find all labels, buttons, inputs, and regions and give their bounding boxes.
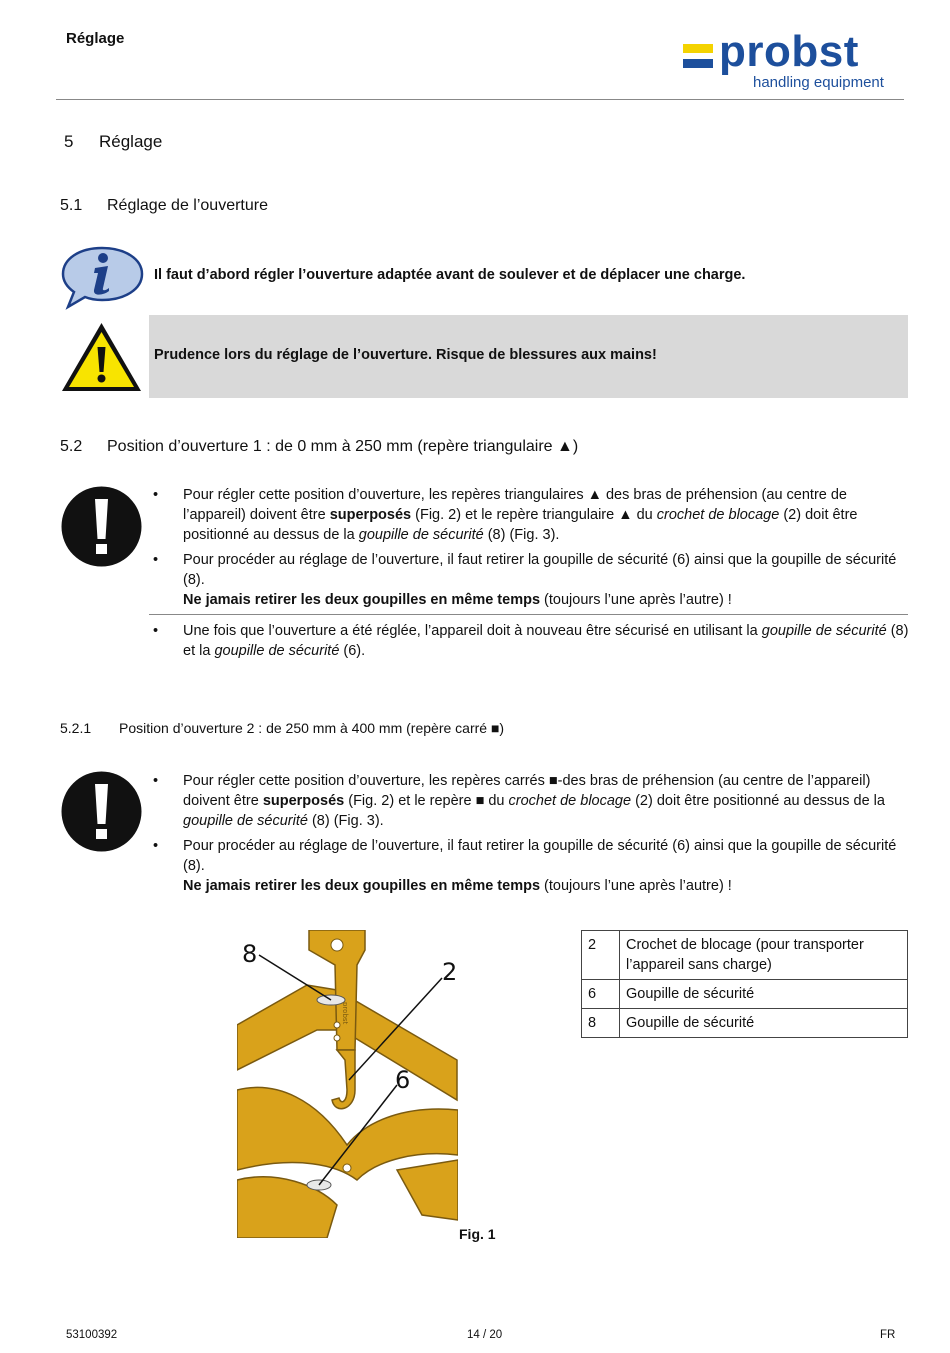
list-divider — [149, 614, 908, 615]
bullet: • — [153, 773, 159, 789]
warning-note: Prudence lors du réglage de l’ouverture. Risque de blessures aux mains! — [154, 347, 657, 363]
footer-language: FR — [880, 1329, 896, 1341]
legend-text: Goupille de sécurité — [620, 1009, 908, 1038]
text-italic: goupille de sécurité — [183, 813, 308, 829]
section-title: Position d’ouverture 2 : de 250 mm à 400 mm (repère carré ■) — [119, 720, 505, 736]
exclamation-icon — [61, 771, 142, 852]
list-item — [149, 771, 909, 831]
logo-yellow-bar — [683, 44, 713, 53]
text-run: Pour procéder au réglage de l’ouverture, il faut retirer la goupille de sécurité (6) ainsi que la goupille de sécurité (8). — [183, 552, 897, 588]
instruction-list-1 — [149, 485, 909, 615]
section-5-heading — [64, 132, 162, 152]
text-run: Pour régler cette position d’ouverture, les repères carrés ■-des bras de préhension (au centre de l’appareil) doivent être — [183, 773, 871, 809]
section-number: 5.2 — [60, 438, 83, 455]
exclamation-icon — [61, 486, 142, 567]
text-run: (8) (Fig. 3). — [483, 527, 560, 543]
figure-stamp: probst — [341, 1002, 349, 1025]
figure-hook-pins — [237, 930, 458, 1238]
legend-num: 8 — [582, 1009, 620, 1038]
legend-table — [581, 930, 908, 1038]
legend-text: Goupille de sécurité — [620, 980, 908, 1009]
footer-page-number: 14 / 20 — [467, 1329, 503, 1341]
text-run: Pour régler cette position d’ouverture, les repères triangulaires ▲ des bras de préhension (au centre de l’appareil) doivent être — [183, 487, 847, 523]
list-item — [149, 550, 909, 610]
figure-label-2: 2 — [442, 958, 458, 986]
instruction-list-1b — [149, 621, 909, 666]
info-icon — [59, 244, 145, 310]
legend-text: Crochet de blocage (pour transporter l’appareil sans charge) — [620, 931, 908, 980]
legend-num: 6 — [582, 980, 620, 1009]
logo-blue-bar — [683, 59, 713, 68]
section-title: Réglage — [99, 132, 163, 151]
footer-doc-number: 53100392 — [66, 1329, 118, 1341]
logo-subtitle: handling equipment — [753, 74, 884, 91]
bullet: • — [153, 552, 159, 568]
list-item — [149, 485, 909, 545]
section-number: 5.1 — [60, 197, 83, 214]
text-bold: superposés — [329, 507, 412, 523]
text-run: (Fig. 2) et le repère ■ du — [344, 793, 509, 809]
legend-num: 2 — [582, 931, 620, 980]
text-run: (8) (Fig. 3). — [307, 813, 384, 829]
text-italic: goupille de sécurité — [761, 623, 887, 639]
figure-label-8: 8 — [242, 940, 258, 968]
info-note: Il faut d’abord régler l’ouverture adaptée avant de soulever et de déplacer une charge. — [154, 267, 746, 283]
text-run: (2) doit être positionné au dessus de la — [183, 507, 858, 543]
section-5-1-heading — [60, 197, 268, 215]
bullet: • — [153, 487, 159, 503]
text-run: (6). — [339, 643, 366, 659]
instruction-list-2 — [149, 771, 909, 901]
text-italic: goupille de sécurité — [214, 643, 340, 659]
text-run: (2) doit être positionné au dessus de la — [631, 793, 885, 809]
figure-label-6: 6 — [395, 1066, 411, 1094]
text-run: Une fois que l’ouverture a été réglée, l’appareil doit à nouveau être sécurisé en utilisant la — [183, 623, 762, 639]
text-run: (toujours l’une après l’autre) ! — [540, 878, 732, 894]
table-row — [582, 980, 908, 1009]
section-5-2-heading — [60, 438, 578, 456]
legend-table-wrap — [581, 930, 908, 1038]
bullet: • — [153, 838, 159, 854]
section-5-2-1-heading — [60, 720, 504, 736]
warning-triangle-icon — [59, 320, 144, 394]
text-italic: crochet de blocage — [656, 507, 780, 523]
header-divider — [56, 99, 904, 100]
text-italic: crochet de blocage — [508, 793, 632, 809]
text-run: (8) et la — [183, 623, 909, 659]
text-italic: goupille de sécurité — [358, 527, 484, 543]
probst-logo — [683, 27, 897, 94]
section-number: 5.2.1 — [60, 720, 92, 736]
text-run: (Fig. 2) et le repère triangulaire ▲ du — [411, 507, 657, 523]
text-bold: superposés — [262, 793, 345, 809]
table-row — [582, 931, 908, 980]
header-title: Réglage — [66, 30, 125, 47]
text-run: (toujours l’une après l’autre) ! — [540, 592, 732, 608]
section-number: 5 — [64, 132, 74, 151]
text-bold: Ne jamais retirer les deux goupilles en même temps — [183, 878, 541, 894]
logo-word: probst — [719, 27, 859, 76]
list-item — [149, 621, 909, 661]
text-bold: Ne jamais retirer les deux goupilles en même temps — [183, 592, 541, 608]
bullet: • — [153, 623, 159, 639]
table-row — [582, 1009, 908, 1038]
figure-caption: Fig. 1 — [459, 1226, 496, 1242]
list-item — [149, 836, 909, 896]
section-title: Position d’ouverture 1 : de 0 mm à 250 mm (repère triangulaire ▲) — [107, 438, 579, 455]
section-title: Réglage de l’ouverture — [107, 197, 268, 214]
text-run: Pour procéder au réglage de l’ouverture, il faut retirer la goupille de sécurité (6) ainsi que la goupille de sécurité (8). — [183, 838, 897, 874]
